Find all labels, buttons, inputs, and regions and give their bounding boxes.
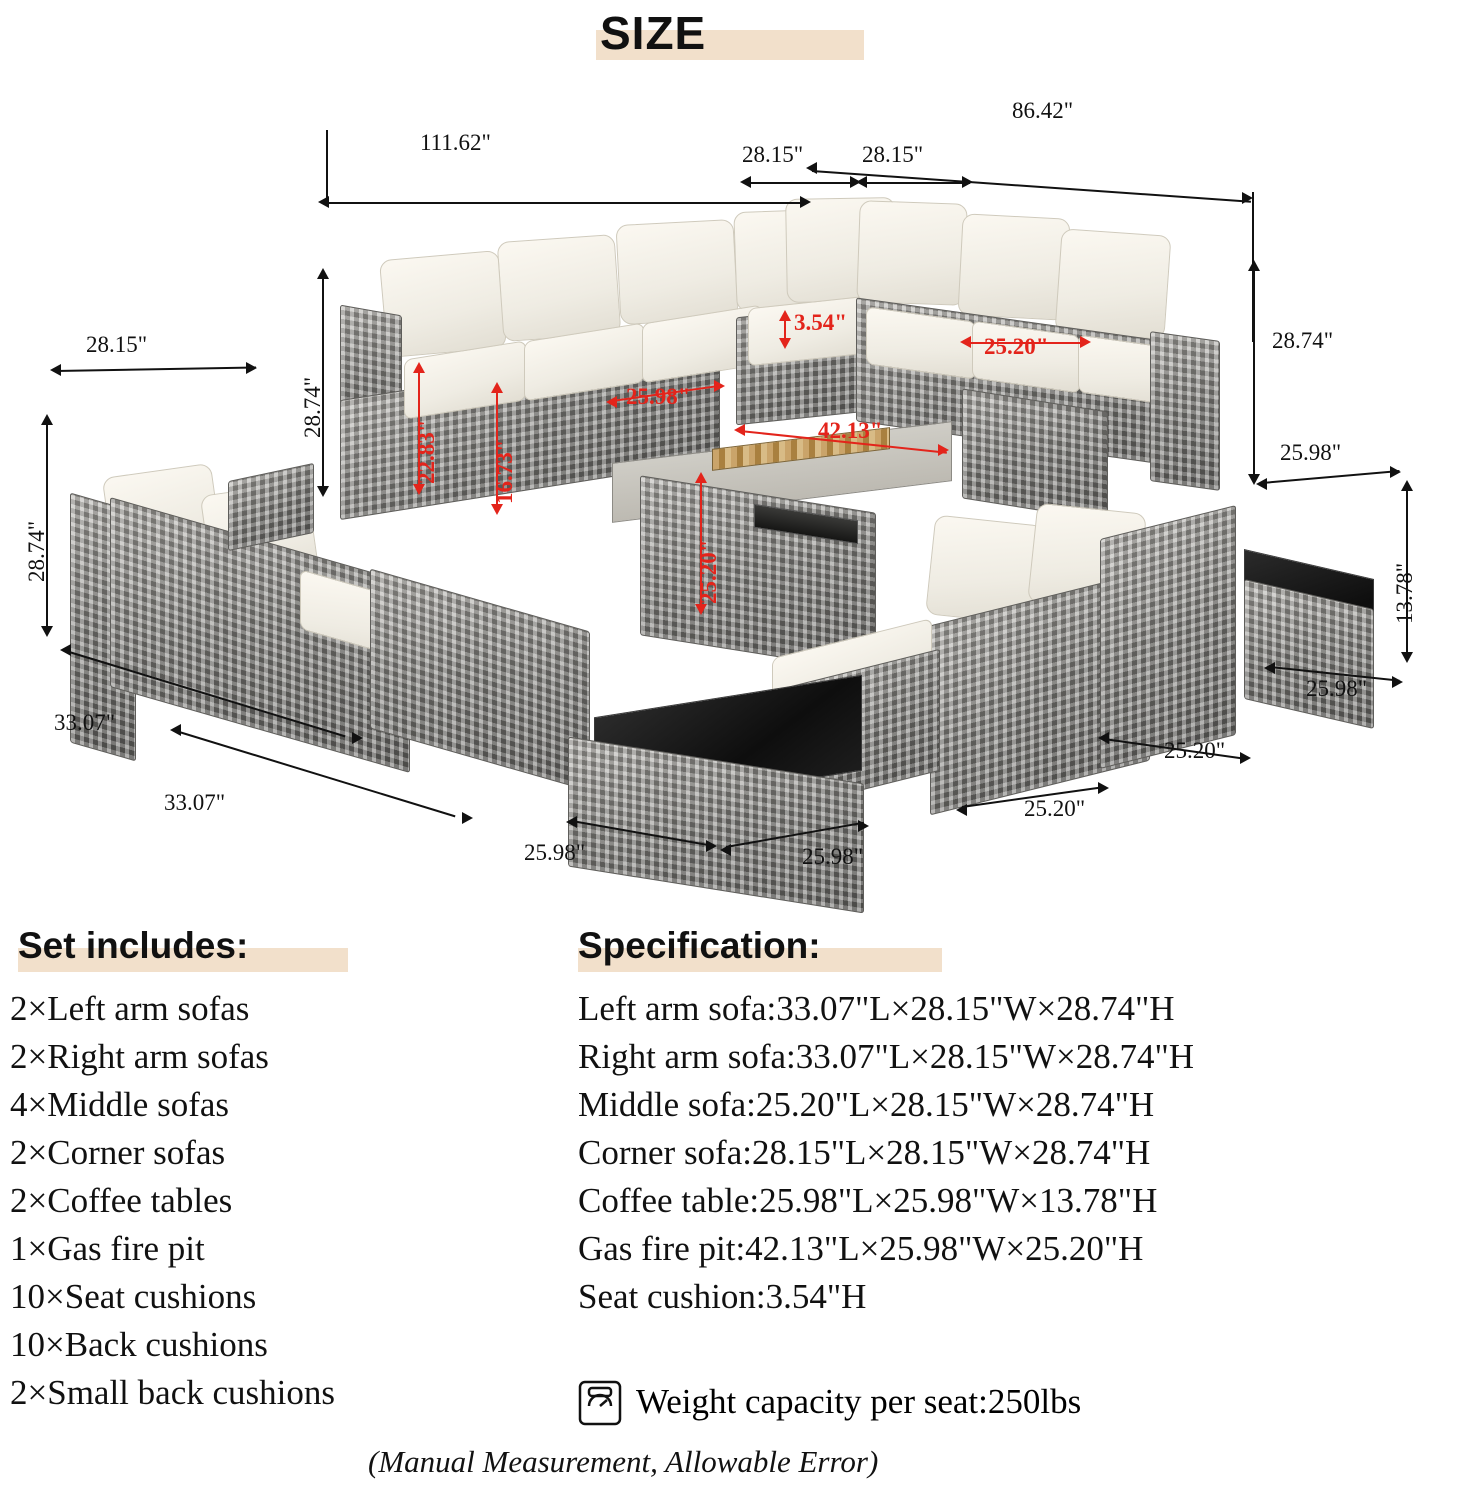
dimension-label: 28.74" xyxy=(1272,328,1334,353)
list-item: Gas fire pit:42.13"L×25.98"W×25.20"H xyxy=(578,1229,1144,1268)
dim-arrow xyxy=(695,472,707,483)
dim-arrow xyxy=(956,804,967,816)
dim-arrow xyxy=(714,380,725,392)
dim-arrow xyxy=(1098,782,1109,794)
right-front-sofa-right-arm xyxy=(1100,505,1236,769)
weight-capacity-text: Weight capacity per seat:250lbs xyxy=(636,1382,1082,1421)
dim-arrow xyxy=(1390,466,1401,478)
dimension-label: 28.15" xyxy=(86,332,148,357)
dim-arrow xyxy=(1264,662,1275,674)
dim-arrow xyxy=(41,414,53,425)
furniture-size-diagram xyxy=(0,70,1464,930)
dim-arrow xyxy=(1240,752,1251,764)
dim-arrow xyxy=(246,362,257,374)
dim-arrow xyxy=(352,732,363,744)
dim-arrow xyxy=(856,176,867,188)
dimension-label: 25.98" xyxy=(1280,440,1342,465)
specification-list xyxy=(578,985,1194,1321)
list-item: Right arm sofa:33.07"L×28.15"W×28.74"H xyxy=(578,1037,1195,1076)
back-cushion xyxy=(1055,228,1172,339)
dim-arrow xyxy=(706,840,717,852)
corner-sofa-block xyxy=(962,388,1108,521)
dim-arrow xyxy=(858,820,869,832)
dim-arrow xyxy=(1401,480,1413,491)
dim-arrow xyxy=(50,364,61,376)
dim-line xyxy=(1253,268,1255,480)
dimension-label: 28.15" xyxy=(742,142,804,167)
dimension-label: 28.15" xyxy=(862,142,924,167)
dim-arrow xyxy=(740,176,751,188)
back-cushion xyxy=(497,234,622,342)
dim-line xyxy=(746,182,856,184)
right-arm-sofa-arm xyxy=(1150,331,1220,491)
list-item: 2×Left arm sofas xyxy=(10,989,250,1028)
set-includes-heading: Set includes: xyxy=(18,925,249,966)
dim-arrow xyxy=(491,504,503,515)
dim-arrow xyxy=(960,336,971,348)
dim-arrow xyxy=(1392,676,1403,688)
dimension-label: 3.54" xyxy=(794,310,848,335)
back-cushion xyxy=(615,219,738,325)
dim-line xyxy=(56,367,256,372)
back-cushion xyxy=(957,213,1070,321)
dim-line xyxy=(1262,470,1400,484)
list-item: Corner sofa:28.15"L×28.15"W×28.74"H xyxy=(578,1133,1151,1172)
dimension-label: 25.98" xyxy=(1306,676,1368,701)
list-item: 2×Small back cushions xyxy=(10,1373,335,1412)
list-item: Left arm sofa:33.07"L×28.15"W×28.74"H xyxy=(578,989,1175,1028)
dim-arrow xyxy=(1401,652,1413,663)
dimension-label: 86.42" xyxy=(1012,98,1074,123)
dimension-label: 28.74" xyxy=(300,376,325,438)
weight-capacity-row xyxy=(578,1378,1081,1426)
dimension-label: 25.20" xyxy=(1024,796,1086,821)
dim-arrow xyxy=(1080,336,1091,348)
dim-arrow xyxy=(1256,478,1267,490)
dim-arrow xyxy=(1248,260,1260,271)
dim-arrow xyxy=(170,724,181,736)
set-includes-list xyxy=(10,985,335,1417)
list-item: Seat cushion:3.54"H xyxy=(578,1277,867,1316)
dim-arrow xyxy=(720,844,731,856)
dimension-label: 25.20" xyxy=(1164,738,1226,763)
dim-arrow xyxy=(60,644,71,656)
dimension-label: 33.07" xyxy=(54,710,116,735)
dim-arrow xyxy=(779,310,791,321)
specification-heading: Specification: xyxy=(578,925,821,966)
list-item: 2×Right arm sofas xyxy=(10,1037,269,1076)
back-cushion xyxy=(856,200,967,306)
measurement-footnote: (Manual Measurement, Allowable Error) xyxy=(368,1444,879,1479)
dim-arrow xyxy=(41,626,53,637)
dim-arrow xyxy=(413,362,425,373)
dim-arrow xyxy=(1098,732,1109,744)
dim-arrow xyxy=(317,268,329,279)
list-item: 10×Back cushions xyxy=(10,1325,268,1364)
list-item: 2×Corner sofas xyxy=(10,1133,226,1172)
list-item: 10×Seat cushions xyxy=(10,1277,257,1316)
dim-line xyxy=(326,202,806,204)
dimension-label: 25.20" xyxy=(696,539,721,604)
list-item: Middle sofa:25.20"L×28.15"W×28.74"H xyxy=(578,1085,1155,1124)
dim-arrow xyxy=(606,396,617,408)
dimension-label: 33.07" xyxy=(164,790,226,815)
dim-arrow xyxy=(462,812,473,824)
dim-arrow xyxy=(491,382,503,393)
list-item: 2×Coffee tables xyxy=(10,1181,233,1220)
dimension-label: 13.78" xyxy=(1392,562,1417,624)
dimension-label: 111.62" xyxy=(420,130,491,155)
dim-line xyxy=(862,182,970,184)
page-title: SIZE xyxy=(600,7,707,59)
dim-arrow xyxy=(779,338,791,349)
dim-arrow xyxy=(566,816,577,828)
dimension-label: 25.98" xyxy=(524,840,586,865)
dimension-label: 25.98" xyxy=(626,384,691,409)
dimension-label: 16.73" xyxy=(492,439,517,504)
dimension-label: 25.98" xyxy=(802,844,864,869)
dimension-label: 42.13" xyxy=(818,418,883,443)
dimension-label: 25.20" xyxy=(984,334,1049,359)
list-item: Coffee table:25.98"L×25.98"W×13.78"H xyxy=(578,1181,1158,1220)
dim-arrow xyxy=(806,162,817,174)
dim-arrow xyxy=(938,444,949,456)
dim-arrow xyxy=(800,196,811,208)
list-item: 4×Middle sofas xyxy=(10,1085,230,1124)
dim-arrow xyxy=(734,424,745,436)
dimension-label: 22.83" xyxy=(414,419,439,484)
dim-arrow xyxy=(317,486,329,497)
scale-icon xyxy=(578,1378,622,1426)
dimension-label: 28.74" xyxy=(24,520,49,582)
dim-ext xyxy=(326,130,328,206)
list-item: 1×Gas fire pit xyxy=(10,1229,205,1268)
dim-arrow xyxy=(695,604,707,615)
dim-arrow xyxy=(413,484,425,495)
